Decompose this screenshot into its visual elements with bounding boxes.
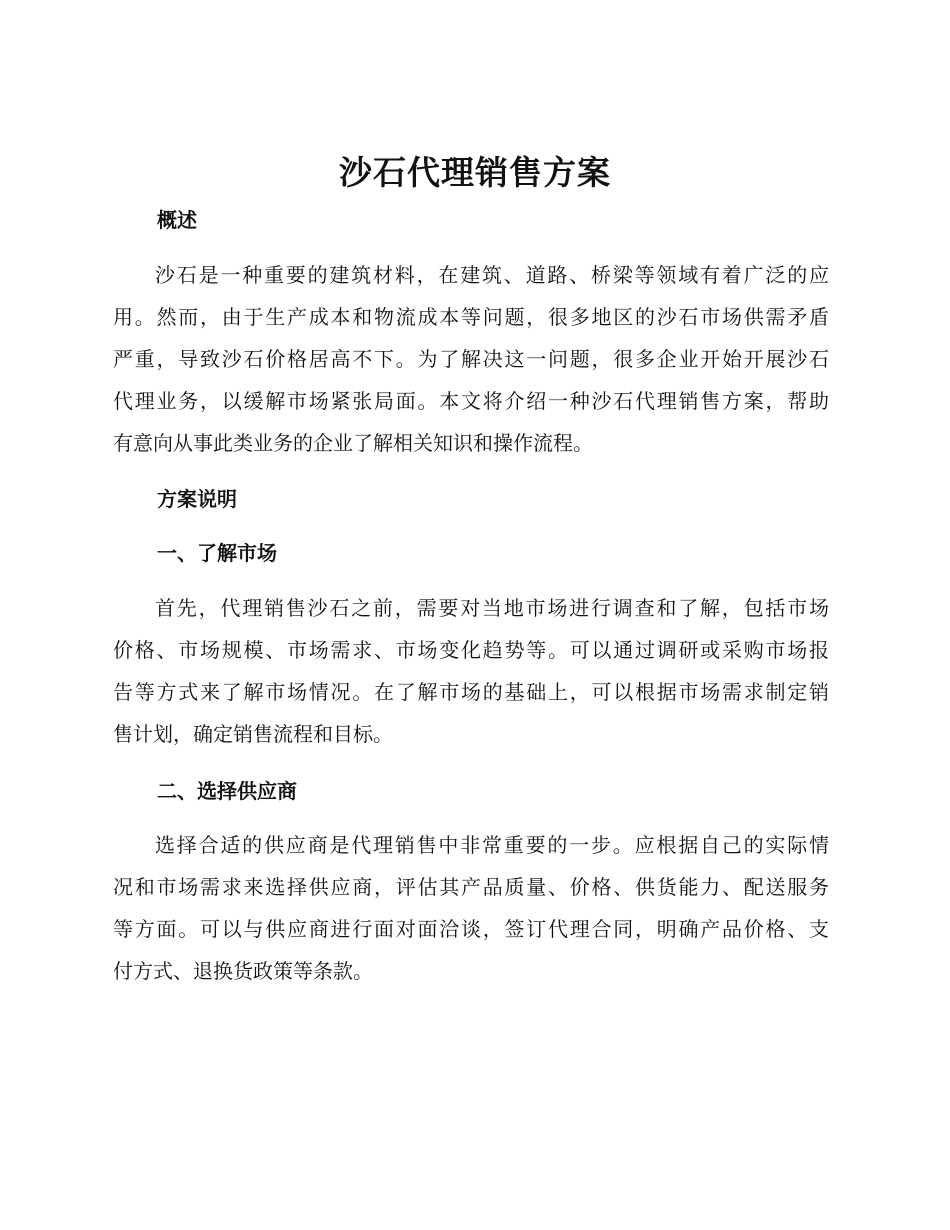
paragraph-line: 售计划，确定销售流程和目标。 — [113, 722, 393, 746]
section-heading-market: 一、了解市场 — [157, 541, 277, 565]
paragraph-line: 严重，导致沙石价格居高不下。为了解决这一问题，很多企业开始开展沙石 — [113, 347, 829, 371]
paragraph-line: 代理业务，以缓解市场紧张局面。本文将介绍一种沙石代理销售方案，帮助 — [113, 389, 829, 413]
paragraph-line: 告等方式来了解市场情况。在了解市场的基础上，可以根据市场需求制定销 — [113, 680, 829, 704]
paragraph-line: 付方式、退换货政策等条款。 — [113, 959, 373, 983]
paragraph-line: 选择合适的供应商是代理销售中非常重要的一步。应根据自己的实际情 — [155, 833, 829, 857]
paragraph-line: 用。然而，由于生产成本和物流成本等问题，很多地区的沙石市场供需矛盾 — [113, 305, 829, 329]
supplier-paragraph — [113, 824, 829, 992]
section-heading-overview: 概述 — [157, 208, 197, 232]
overview-paragraph — [113, 254, 829, 464]
paragraph-line: 价格、市场规模、市场需求、市场变化趋势等。可以通过调研或采购市场报 — [113, 638, 829, 662]
section-heading-plan: 方案说明 — [157, 487, 237, 511]
page-title: 沙石代理销售方案 — [339, 153, 611, 192]
market-paragraph — [113, 587, 829, 755]
paragraph-line: 首先，代理销售沙石之前，需要对当地市场进行调查和了解，包括市场 — [155, 596, 829, 620]
paragraph-line: 有意向从事此类业务的企业了解相关知识和操作流程。 — [113, 431, 593, 455]
paragraph-line: 沙石是一种重要的建筑材料，在建筑、道路、桥梁等领域有着广泛的应 — [155, 263, 829, 287]
section-heading-supplier: 二、选择供应商 — [157, 779, 297, 803]
paragraph-line: 况和市场需求来选择供应商，评估其产品质量、价格、供货能力、配送服务 — [113, 875, 829, 899]
paragraph-line: 等方面。可以与供应商进行面对面洽谈，签订代理合同，明确产品价格、支 — [113, 917, 829, 941]
